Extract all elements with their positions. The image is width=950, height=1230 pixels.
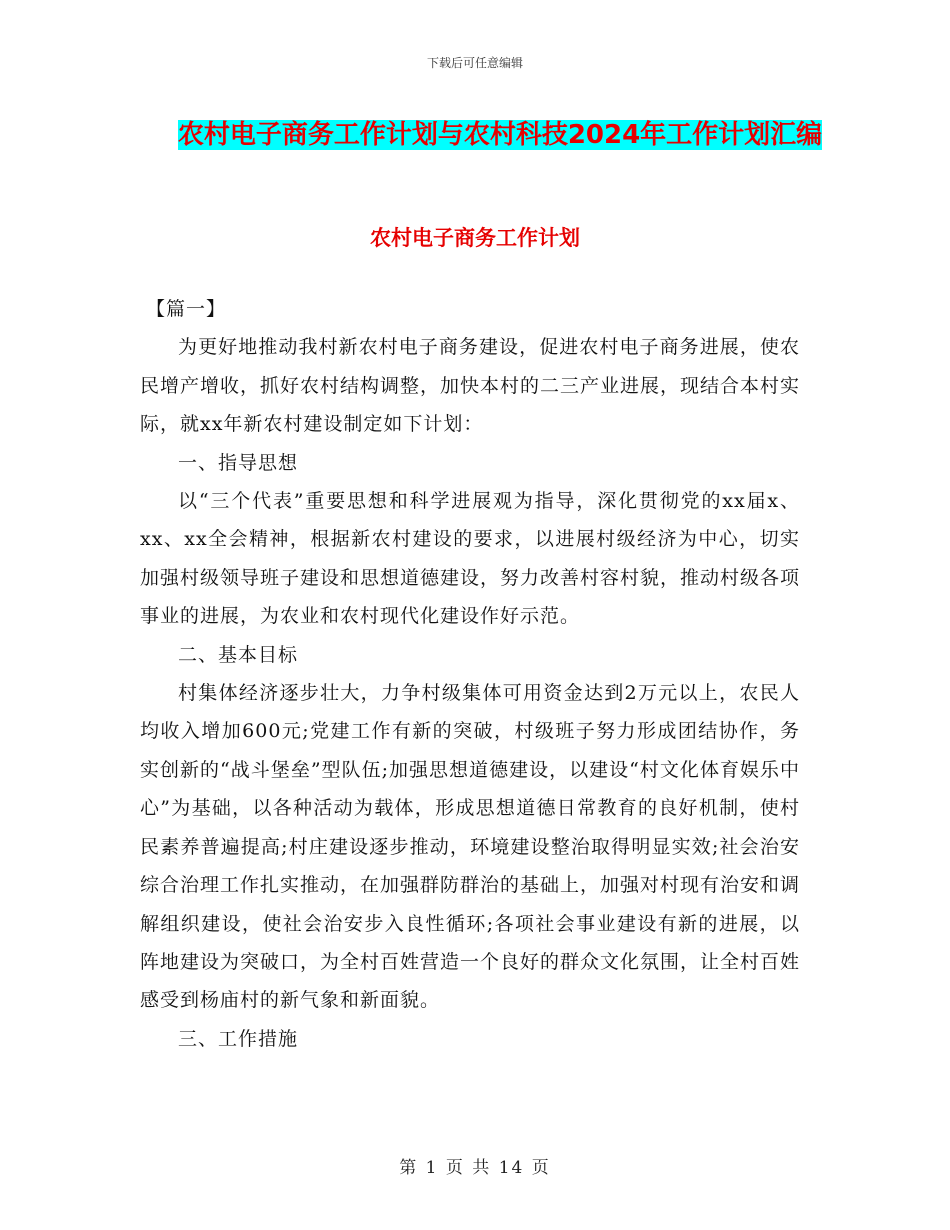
heading-guiding-ideology: 一、指导思想 — [178, 451, 299, 474]
guiding-ideology-paragraph: 以“三个代表”重要思想和科学进展观为指导，深化贯彻党的xx届x、xx、xx全会精神，根据新农村建设的要求，以进展村级经济为中心，切实加强村级领导班子建设和思想道德建设，努力改善村容村貌，推动村级各项事业的进展，为农业和农村现代化建设作好示范。 — [140, 490, 801, 628]
part-label: 【篇一】 — [146, 298, 227, 320]
document-body — [140, 290, 800, 1058]
section-title: 农村电子商务工作计划 — [370, 226, 580, 250]
basic-goals-paragraph: 村集体经济逐步壮大，力争村级集体可用资金达到2万元以上，农民人均收入增加600元;党建工作有新的突破，村级班子努力形成团结协作，务实创新的“战斗堡垒”型队伍;加强思想道德建设，以建设“村文化体育娱乐中心”为基础，以各种活动为载体，形成思想道德日常教育的良好机制，使村民素养普遍提高;村庄建设逐步推动，环境建设整治取得明显实效;社会治安综合治理工作扎实推动，在加强群防群治的基础上，加强对村现有治安和调解组织建设，使社会治安步入良性循环;各项社会事业建设有新的进展，以阵地建设为突破口，为全村百姓营造一个良好的群众文化氛围，让全村百姓感受到杨庙村的新气象和新面貌。 — [140, 682, 801, 1012]
header-note: 下载后可任意编辑 — [426, 56, 523, 70]
document-title — [150, 112, 850, 159]
page-footer: 第 1 页 共 14 页 — [399, 1158, 551, 1178]
document-title-text: 农村电子商务工作计划与农村科技2024年工作计划汇编 — [177, 120, 823, 150]
heading-basic-goals: 二、基本目标 — [178, 643, 299, 666]
intro-paragraph: 为更好地推动我村新农村电子商务建设，促进农村电子商务进展，使农民增产增收，抓好农村结构调整，加快本村的二三产业进展，现结合本村实际，就xx年新农村建设制定如下计划： — [140, 336, 801, 436]
heading-work-measures: 三、工作措施 — [178, 1027, 299, 1050]
